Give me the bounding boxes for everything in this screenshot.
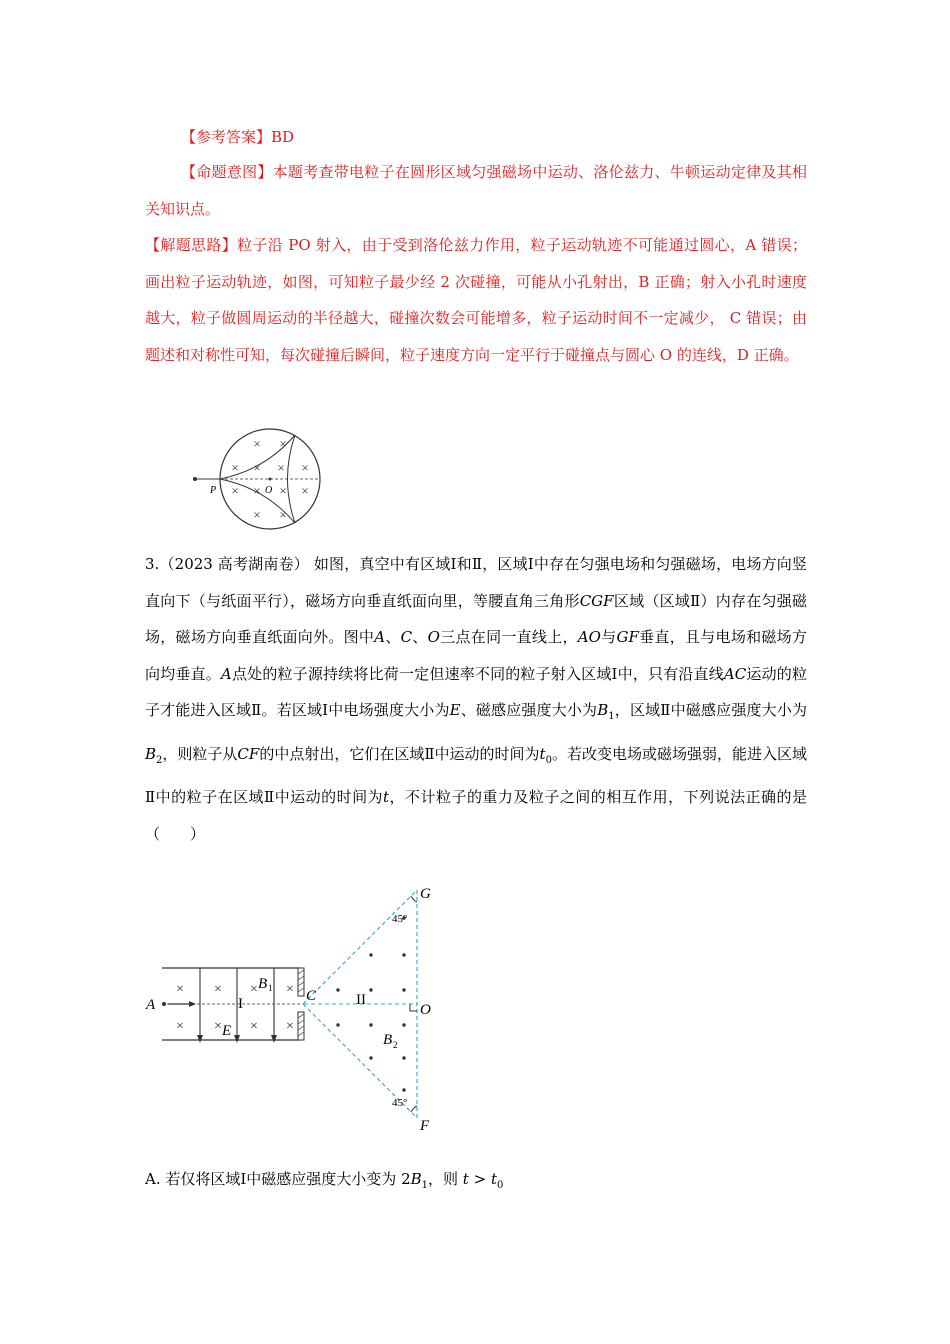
label-f: F [420,1118,430,1134]
question-source: （2023 高考湖南卷） [159,555,309,573]
answer-value: BD [271,128,295,146]
intent-text: 本题考查带电粒子在圆形区域匀强磁场中运动、洛伦兹力、牛顿运动定律及其相关知识点。 [145,163,807,218]
source-point-a [162,1002,166,1006]
angle-arc-top [411,896,417,902]
cross-mark: × [231,483,239,498]
answer-label: 【参考答案】 [181,128,272,146]
regions-figure [140,880,450,1140]
e-field-arrowheads [197,1035,277,1043]
source-dot [193,477,197,481]
cross-mark: × [253,483,261,498]
angle-label-top: 45° [392,913,408,925]
option-a: A. 若仅将区域Ⅰ中磁感应强度大小变为 $2B_1$，则 $t > t_0$ [145,1170,504,1191]
cross-mark: × [279,436,287,451]
question-3: 3.（2023 高考湖南卷） 如图，真空中有区域Ⅰ和Ⅱ，区域Ⅰ中存在匀强电场和匀强磁场，电场方向竖直向下（与纸面平行），磁场方向垂直纸面向里，等腰直角三角形CGF区域（区域Ⅱ）内存在匀强磁场，磁场方向垂直纸面向外。图中A、C、O三点在同一直线上，AO与GF垂直，且与电场和磁场方向均垂直。A点处的粒子源持续将比荷一定但速率不同的粒子射入区域Ⅰ中，只有沿直线AC运动的粒子才能进入区域Ⅱ。若区域Ⅰ中电场强度大小为E、磁感应强度大小为$B_1$，区域Ⅱ中磁感应强度大小为$B_2$，则粒子从CF的中点射出，它们在区域Ⅱ中运动的时间为$t_0$。若改变电场或磁场强弱，能进入区域Ⅱ中的粒子在区域Ⅱ中运动的时间为t，不计粒子的重力及粒子之间的相互作用，下列说法正确的是（ ） [145,555,807,843]
solution-text: 粒子沿 PO 射入，由于受到洛伦兹力作用，粒子运动轨迹不可能通过圆心，A 错误；画出粒子运动轨迹，如图，可知粒子最少经 2 次碰撞，可能从小孔射出，B 正确；射入小孔时速度越大，粒子做圆周运动的半径越大，碰撞次数会可能增多，粒子运动时间不一定减少， C 错误；由题述和对称性可知，每次碰撞后瞬间，粒子速度方向一定平行于碰撞点与圆心 O 的连线，D 正确。 [145,236,807,364]
label-o: O [265,485,273,496]
region1-label: I [238,996,243,1012]
label-a: A [146,997,156,1013]
solution-paragraph [145,227,807,373]
reference-answer [181,126,294,147]
cross-mark: × [253,507,261,522]
figure2-labels [145,886,431,1134]
cross-mark: × [279,483,287,498]
cross-mark: × [176,1019,184,1034]
intent-paragraph [145,154,807,227]
region1-crosses [176,982,294,1034]
cross-mark: × [301,460,309,475]
cross-mark: × [286,1019,294,1034]
solution-label: 【解题思路】 [145,236,238,254]
cross-mark: × [286,982,294,997]
region2-label: II [356,992,366,1008]
label-b2: B [383,1032,393,1048]
sub-2: 2 [393,1040,398,1050]
cross-mark: × [253,460,261,475]
angle-arc-bottom [411,1106,417,1112]
angle-label-bottom: 45° [392,1097,408,1109]
cross-mark: × [279,507,287,522]
cross-mark: × [176,982,184,997]
velocity-arrowhead [189,1001,196,1007]
cross-mark: × [301,483,309,498]
label-g: G [420,886,431,902]
cross-mark: × [214,1019,222,1034]
cross-mark: × [250,1019,258,1034]
cross-mark: × [250,982,258,997]
cross-mark: × [214,982,222,997]
intent-label: 【命题意图】 [181,163,273,181]
sub-1: 1 [268,983,273,993]
question-number: 3. [145,555,160,573]
circle-field-figure [185,418,335,540]
center-dot [269,478,272,481]
cross-mark: × [253,436,261,451]
label-o: O [420,1002,431,1018]
right-angle-mark [410,1004,417,1011]
cross-mark: × [231,460,239,475]
label-c: C [306,988,317,1004]
label-e: E [222,1023,232,1039]
cross-mark: × [277,460,285,475]
label-b1: B [258,976,268,992]
label-p: P [210,485,217,496]
